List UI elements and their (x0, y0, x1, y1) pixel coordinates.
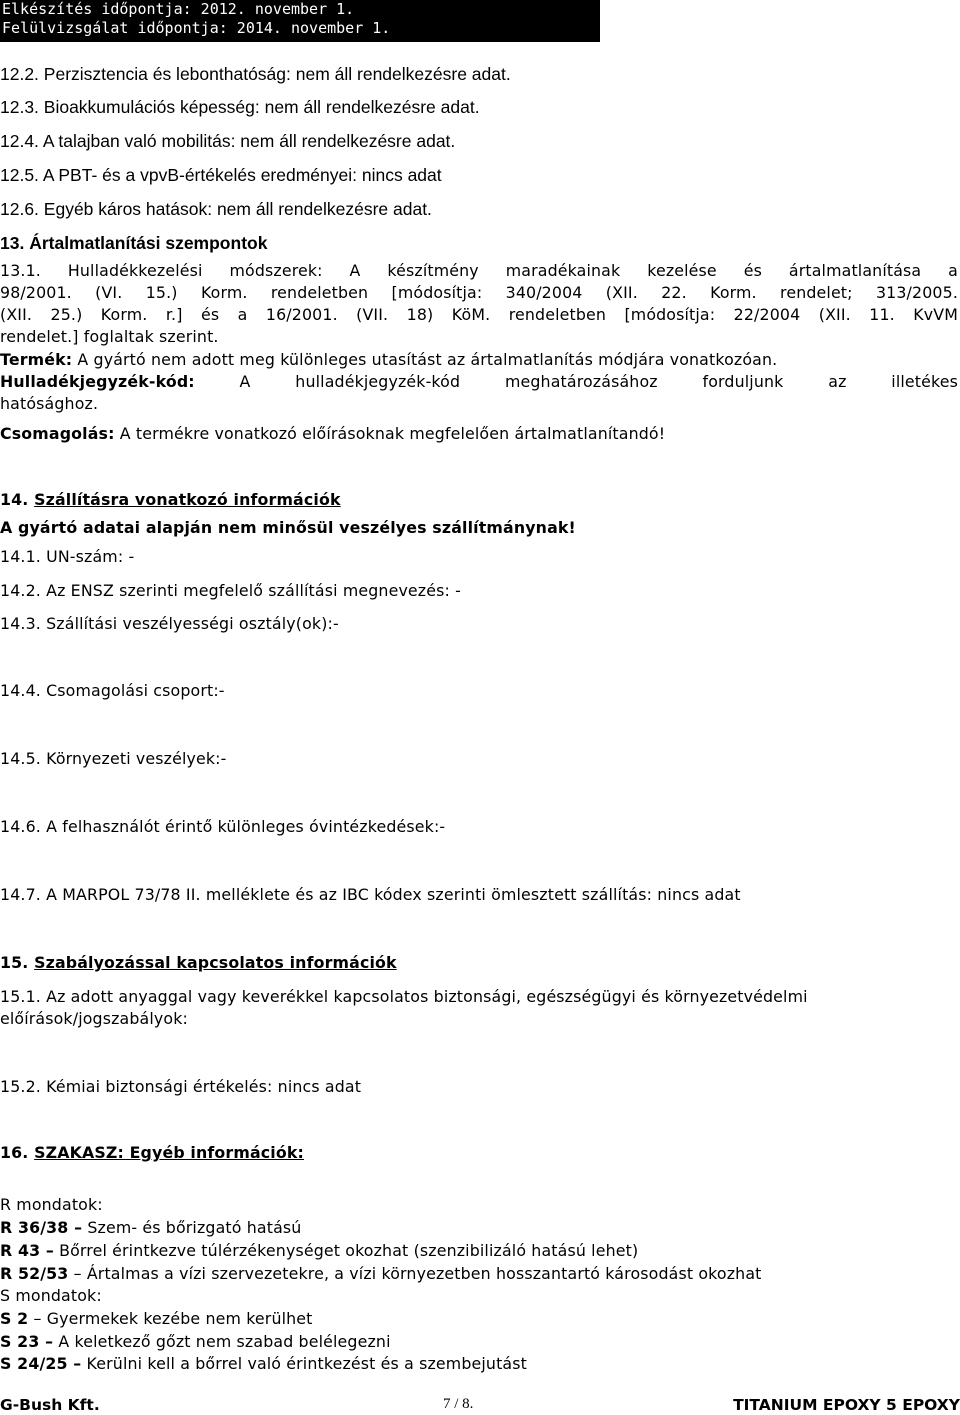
r-phrase-36-38: R 36/38 – Szem- és bőrizgató hatású (0, 1218, 302, 1237)
footer-company: G-Bush Kft. (0, 1396, 100, 1414)
line-13-1-d: rendelet.] foglaltak szerint. (0, 327, 219, 346)
line-14-3: 14.3. Szállítási veszélyességi osztály(ok):- (0, 614, 339, 633)
transport-note: A gyártó adatai alapján nem minősül veszélyes szállítmánynak! (0, 518, 576, 537)
csomagolas-label: Csomagolás: (0, 424, 115, 443)
line-15-2: 15.2. Kémiai biztonsági értékelés: nincs adat (0, 1077, 362, 1096)
revision-header (0, 0, 600, 42)
termek-text: A gyártó nem adott meg különleges utasítást az ártalmatlanítás módjára vonatkozóan. (72, 350, 778, 369)
section-14-title: 14. Szállításra vonatkozó információk (0, 490, 341, 509)
line-14-5: 14.5. Környezeti veszélyek:- (0, 749, 227, 768)
line-15-1-b: előírások/jogszabályok: (0, 1009, 189, 1028)
line-12-6: 12.6. Egyéb káros hatások: nem áll rendelkezésre adat. (0, 199, 432, 219)
line-14-4: 14.4. Csomagolási csoport:- (0, 681, 225, 700)
hulladekjegyzek-text: A hulladékjegyzék-kód meghatározásához forduljunk az illetékes (194, 372, 958, 391)
footer-product-name: TITANIUM EPOXY 5 EPOXY (733, 1396, 960, 1414)
line-12-3: 12.3. Bioakkumulációs képesség: nem áll rendelkezésre adat. (0, 97, 480, 117)
hulladekjegyzek-line-2: hatósághoz. (0, 394, 99, 413)
csomagolas-text: A termékre vonatkozó előírásoknak megfelelően ártalmatlanítandó! (114, 424, 666, 443)
s-phrase-2: S 2 – Gyermekek kezébe nem kerülhet (0, 1309, 313, 1328)
footer-page-number: 7 / 8. (443, 1396, 474, 1412)
line-13-1-a: 13.1. Hulladékkezelési módszerek: A készítmény maradékainak kezelése és ártalmatlanítása a (0, 261, 958, 280)
r-phrase-52-53: R 52/53 – Ártalmas a vízi szervezetekre, a vízi környezetben hosszantartó károsodást okozhat (0, 1264, 762, 1283)
hulladekjegyzek-line (0, 372, 958, 391)
line-13-1-b: 98/2001. (VI. 15.) Korm. rendeletben [módosítja: 340/2004 (XII. 22. Korm. rendelet; 313/2005. (0, 283, 958, 302)
line-15-1-a: 15.1. Az adott anyaggal vagy keverékkel kapcsolatos biztonsági, egészségügyi és környezetvédelmi (0, 987, 808, 1006)
line-13-1-c: (XII. 25.) Korm. r.] és a 16/2001. (VII. 18) KöM. rendeletben [módosítja: 22/2004 (XII. 11. KvVM (0, 305, 958, 324)
r-phrases-heading: R mondatok: (0, 1195, 103, 1214)
line-14-2: 14.2. Az ENSZ szerinti megfelelő szállítási megnevezés: - (0, 581, 461, 600)
line-14-1: 14.1. UN-szám: - (0, 547, 135, 566)
line-14-7: 14.7. A MARPOL 73/78 II. melléklete és az IBC kódex szerinti ömlesztett szállítás: nincs adat (0, 885, 741, 904)
prepared-date: Elkészítés időpontja: 2012. november 1. (2, 0, 355, 18)
s-phrase-24-25: S 24/25 – Kerülni kell a bőrrel való érintkezést és a szembejutást (0, 1354, 527, 1373)
section-15-title: 15. Szabályozással kapcsolatos információk (0, 953, 397, 972)
line-12-4: 12.4. A talajban való mobilitás: nem áll rendelkezésre adat. (0, 131, 456, 151)
line-14-6: 14.6. A felhasználót érintő különleges óvintézkedések:- (0, 817, 446, 836)
section-16-title: 16. SZAKASZ: Egyéb információk: (0, 1143, 304, 1162)
r-phrase-43: R 43 – Bőrrel érintkezve túlérzékenységet okozhat (szenzibilizáló hatású lehet) (0, 1241, 639, 1260)
s-phrase-23: S 23 – A keletkező gőzt nem szabad belélegezni (0, 1332, 391, 1351)
s-phrases-heading: S mondatok: (0, 1286, 102, 1305)
termek-line (0, 350, 958, 369)
csomagolas-line (0, 424, 958, 443)
section-13-title: 13. Ártalmatlanítási szempontok (0, 233, 268, 253)
revised-date: Felülvizsgálat időpontja: 2014. november 1. (2, 19, 391, 37)
line-12-5: 12.5. A PBT- és a vpvB-értékelés eredményei: nincs adat (0, 165, 442, 185)
line-12-2: 12.2. Perzisztencia és lebonthatóság: nem áll rendelkezésre adat. (0, 64, 511, 84)
termek-label: Termék: (0, 350, 73, 369)
hulladekjegyzek-label: Hulladékjegyzék-kód: (0, 372, 195, 391)
